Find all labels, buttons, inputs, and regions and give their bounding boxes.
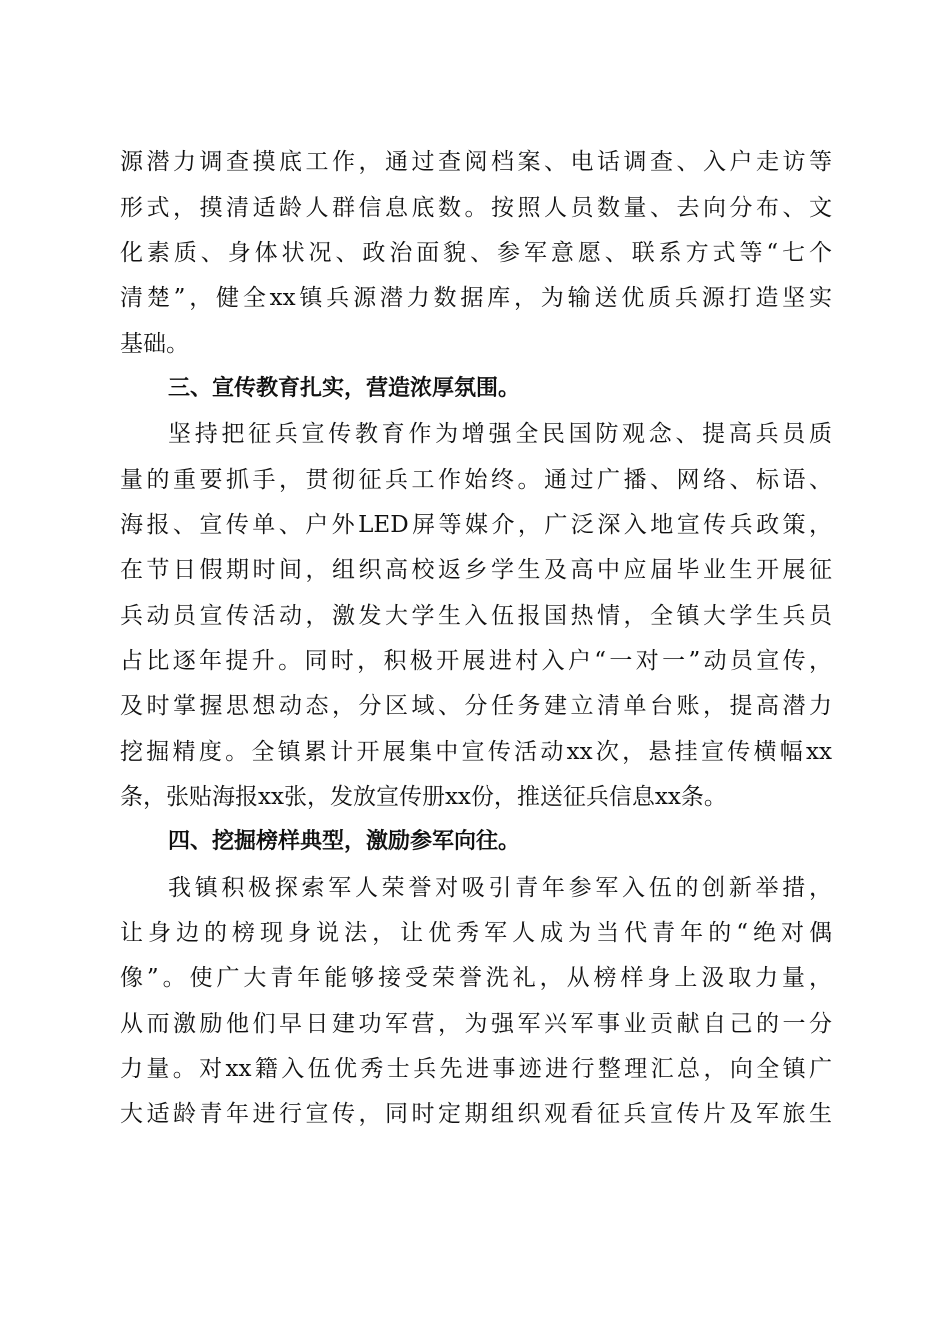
paragraph-first-line: 坚持把征兵宣传教育作为增强全民国防观念、提高兵员质	[168, 421, 832, 447]
body-text-line: 源潜力调查摸底工作，通过查阅档案、电话调查、入户走访等	[120, 149, 832, 175]
body-text-line: 基础。	[120, 331, 189, 357]
body-text-line: 形式，摸清适龄人群信息底数。按照人员数量、去向分布、文	[120, 195, 832, 221]
section-heading-3: 三、宣传教育扎实，营造浓厚氛围。	[168, 376, 521, 401]
body-text-line: 力量。对xx籍入伍优秀士兵先进事迹进行整理汇总，向全镇广	[120, 1056, 832, 1082]
body-text-line: 像”。使广大青年能够接受荣誉洗礼，从榜样身上汲取力量，	[120, 965, 832, 991]
body-text-line: 让身边的榜现身说法，让优秀军人成为当代青年的“绝对偶	[120, 920, 832, 946]
body-text-line: 大适龄青年进行宣传，同时定期组织观看征兵宣传片及军旅生	[120, 1101, 832, 1127]
body-text-line: 量的重要抓手，贯彻征兵工作始终。通过广播、网络、标语、	[120, 467, 832, 493]
body-text-line: 海报、宣传单、户外LED屏等媒介，广泛深入地宣传兵政策，	[120, 512, 832, 538]
body-text-line: 兵动员宣传活动，激发大学生入伍报国热情，全镇大学生兵员	[120, 603, 832, 629]
paragraph-first-line: 我镇积极探索军人荣誉对吸引青年参军入伍的创新举措，	[168, 875, 832, 901]
body-text-line: 占比逐年提升。同时，积极开展进村入户“一对一”动员宣传，	[120, 648, 832, 674]
body-text-line: 在节日假期时间，组织高校返乡学生及高中应届毕业生开展征	[120, 557, 832, 583]
body-text-line: 清楚”，健全xx镇兵源潜力数据库，为输送优质兵源打造坚实	[120, 285, 832, 311]
body-text-line: 化素质、身体状况、政治面貌、参军意愿、联系方式等“七个	[120, 240, 832, 266]
body-text-line: 条，张贴海报xx张，发放宣传册xx份，推送征兵信息xx条。	[120, 784, 727, 810]
section-heading-4: 四、挖掘榜样典型，激励参军向往。	[168, 829, 521, 854]
body-text-line: 及时掌握思想动态，分区域、分任务建立清单台账，提高潜力	[120, 693, 832, 719]
body-text-line: 从而激励他们早日建功军营，为强军兴军事业贡献自己的一分	[120, 1011, 832, 1037]
body-text-line: 挖掘精度。全镇累计开展集中宣传活动xx次，悬挂宣传横幅xx	[120, 739, 832, 765]
